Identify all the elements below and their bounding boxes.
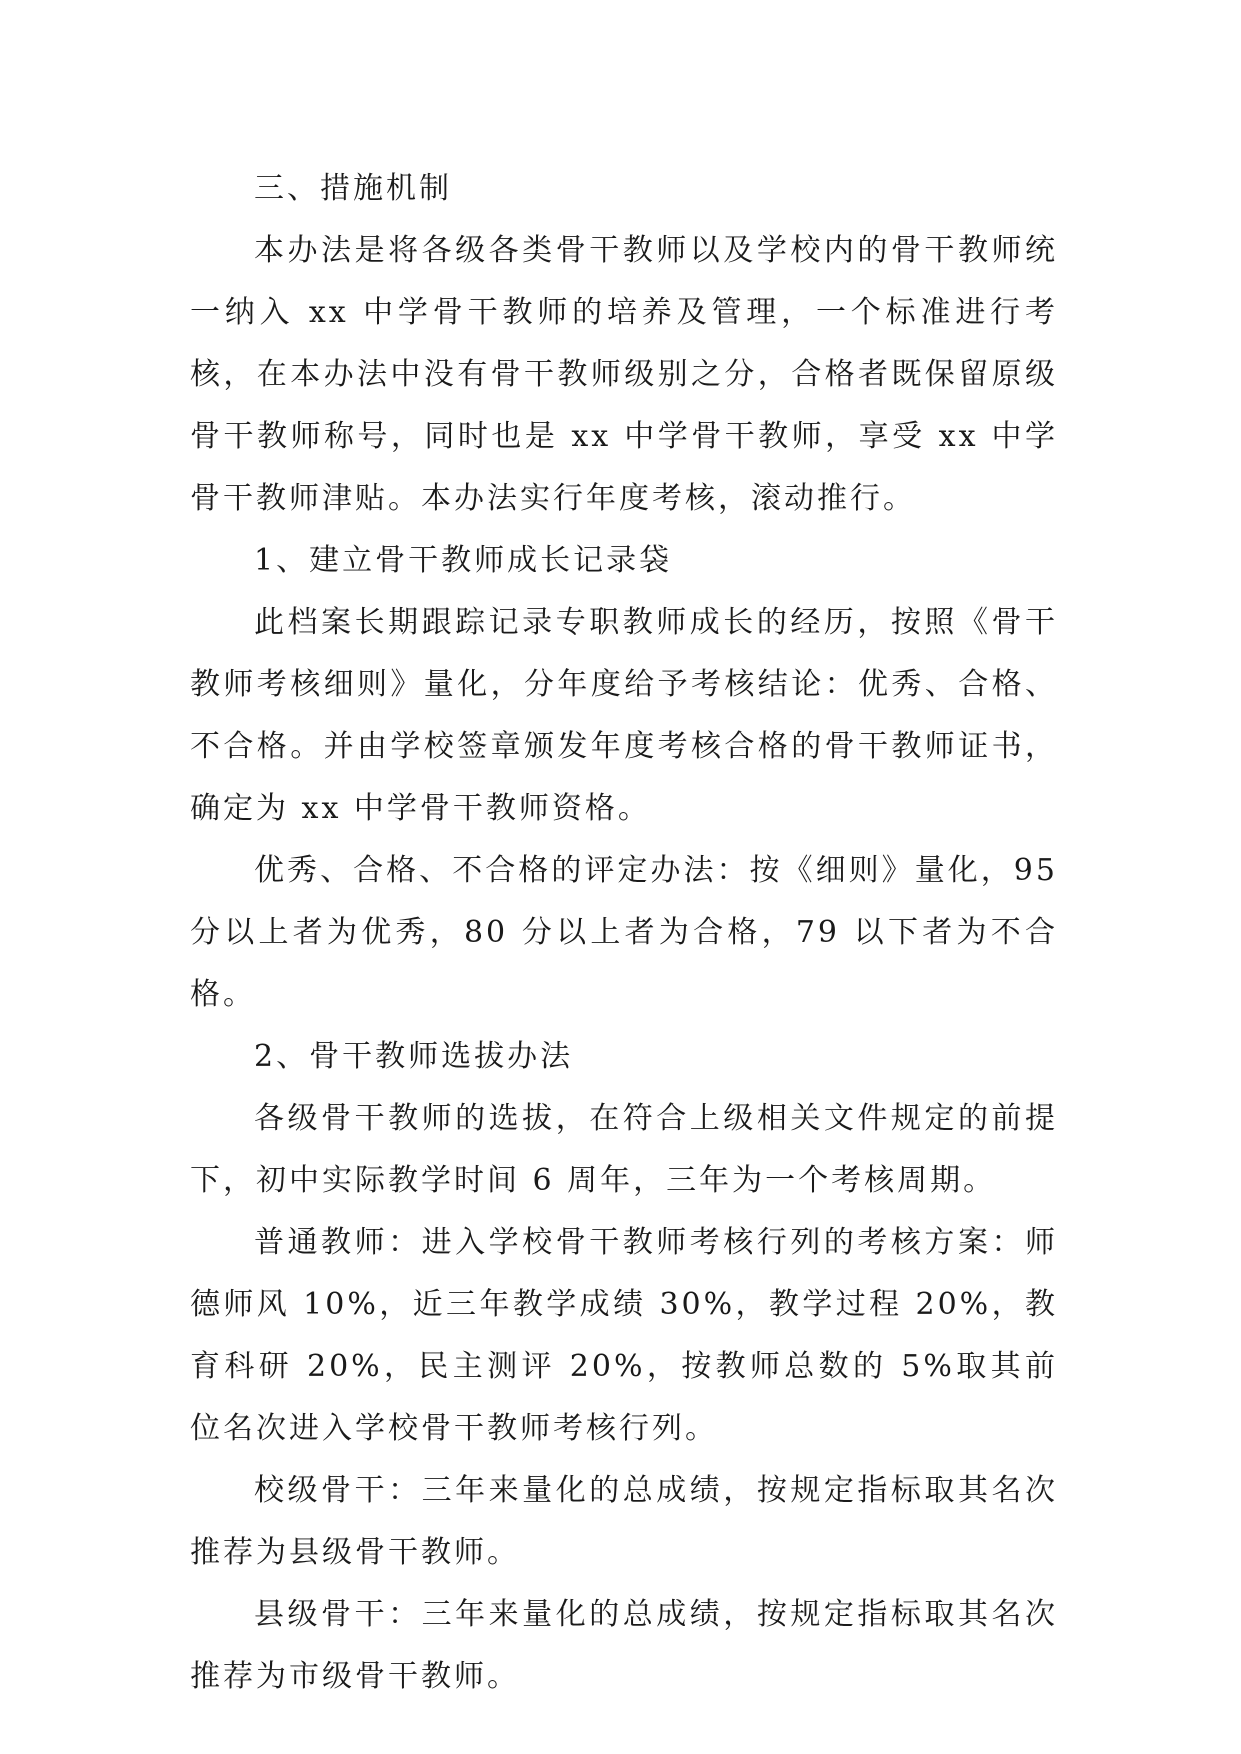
item1-paragraph: 此档案长期跟踪记录专职教师成长的经历，按照《骨干教师考核细则》量化，分年度给予考核结论：优秀、合格、不合格。并由学校签章颁发年度考核合格的骨干教师证书，确定为 xx 中学骨干教师资格。 xyxy=(190,605,1058,826)
document-body xyxy=(190,158,1058,1708)
item2-heading: 2、骨干教师选拔办法 xyxy=(254,1039,574,1074)
intro-paragraph: 本办法是将各级各类骨干教师以及学校内的骨干教师统一纳入 xx 中学骨干教师的培养及管理，一个标准进行考核，在本办法中没有骨干教师级别之分，合格者既保留原级骨干教师称号，同时也是 xx 中学骨干教师，享受 xx 中学骨干教师津贴。本办法实行年度考核，滚动推行。 xyxy=(190,233,1058,516)
school-level-paragraph: 校级骨干：三年来量化的总成绩，按规定指标取其名次推荐为县级骨干教师。 xyxy=(190,1473,1058,1570)
item2-paragraph: 各级骨干教师的选拔，在符合上级相关文件规定的前提下，初中实际教学时间 6 周年，三年为一个考核周期。 xyxy=(190,1101,1058,1198)
item1-evaluation-paragraph: 优秀、合格、不合格的评定办法：按《细则》量化，95 分以上者为优秀，80 分以上者为合格，79 以下者为不合格。 xyxy=(190,853,1058,1012)
item1-heading: 1、建立骨干教师成长记录袋 xyxy=(254,543,673,578)
section-heading: 三、措施机制 xyxy=(254,171,452,206)
county-level-paragraph: 县级骨干：三年来量化的总成绩，按规定指标取其名次推荐为市级骨干教师。 xyxy=(190,1597,1058,1694)
ordinary-teacher-paragraph: 普通教师：进入学校骨干教师考核行列的考核方案：师德师风 10%，近三年教学成绩 30%，教学过程 20%，教育科研 20%，民主测评 20%，按教师总数的 5%取其前位名次进入学校骨干教师考核行列。 xyxy=(190,1225,1058,1446)
